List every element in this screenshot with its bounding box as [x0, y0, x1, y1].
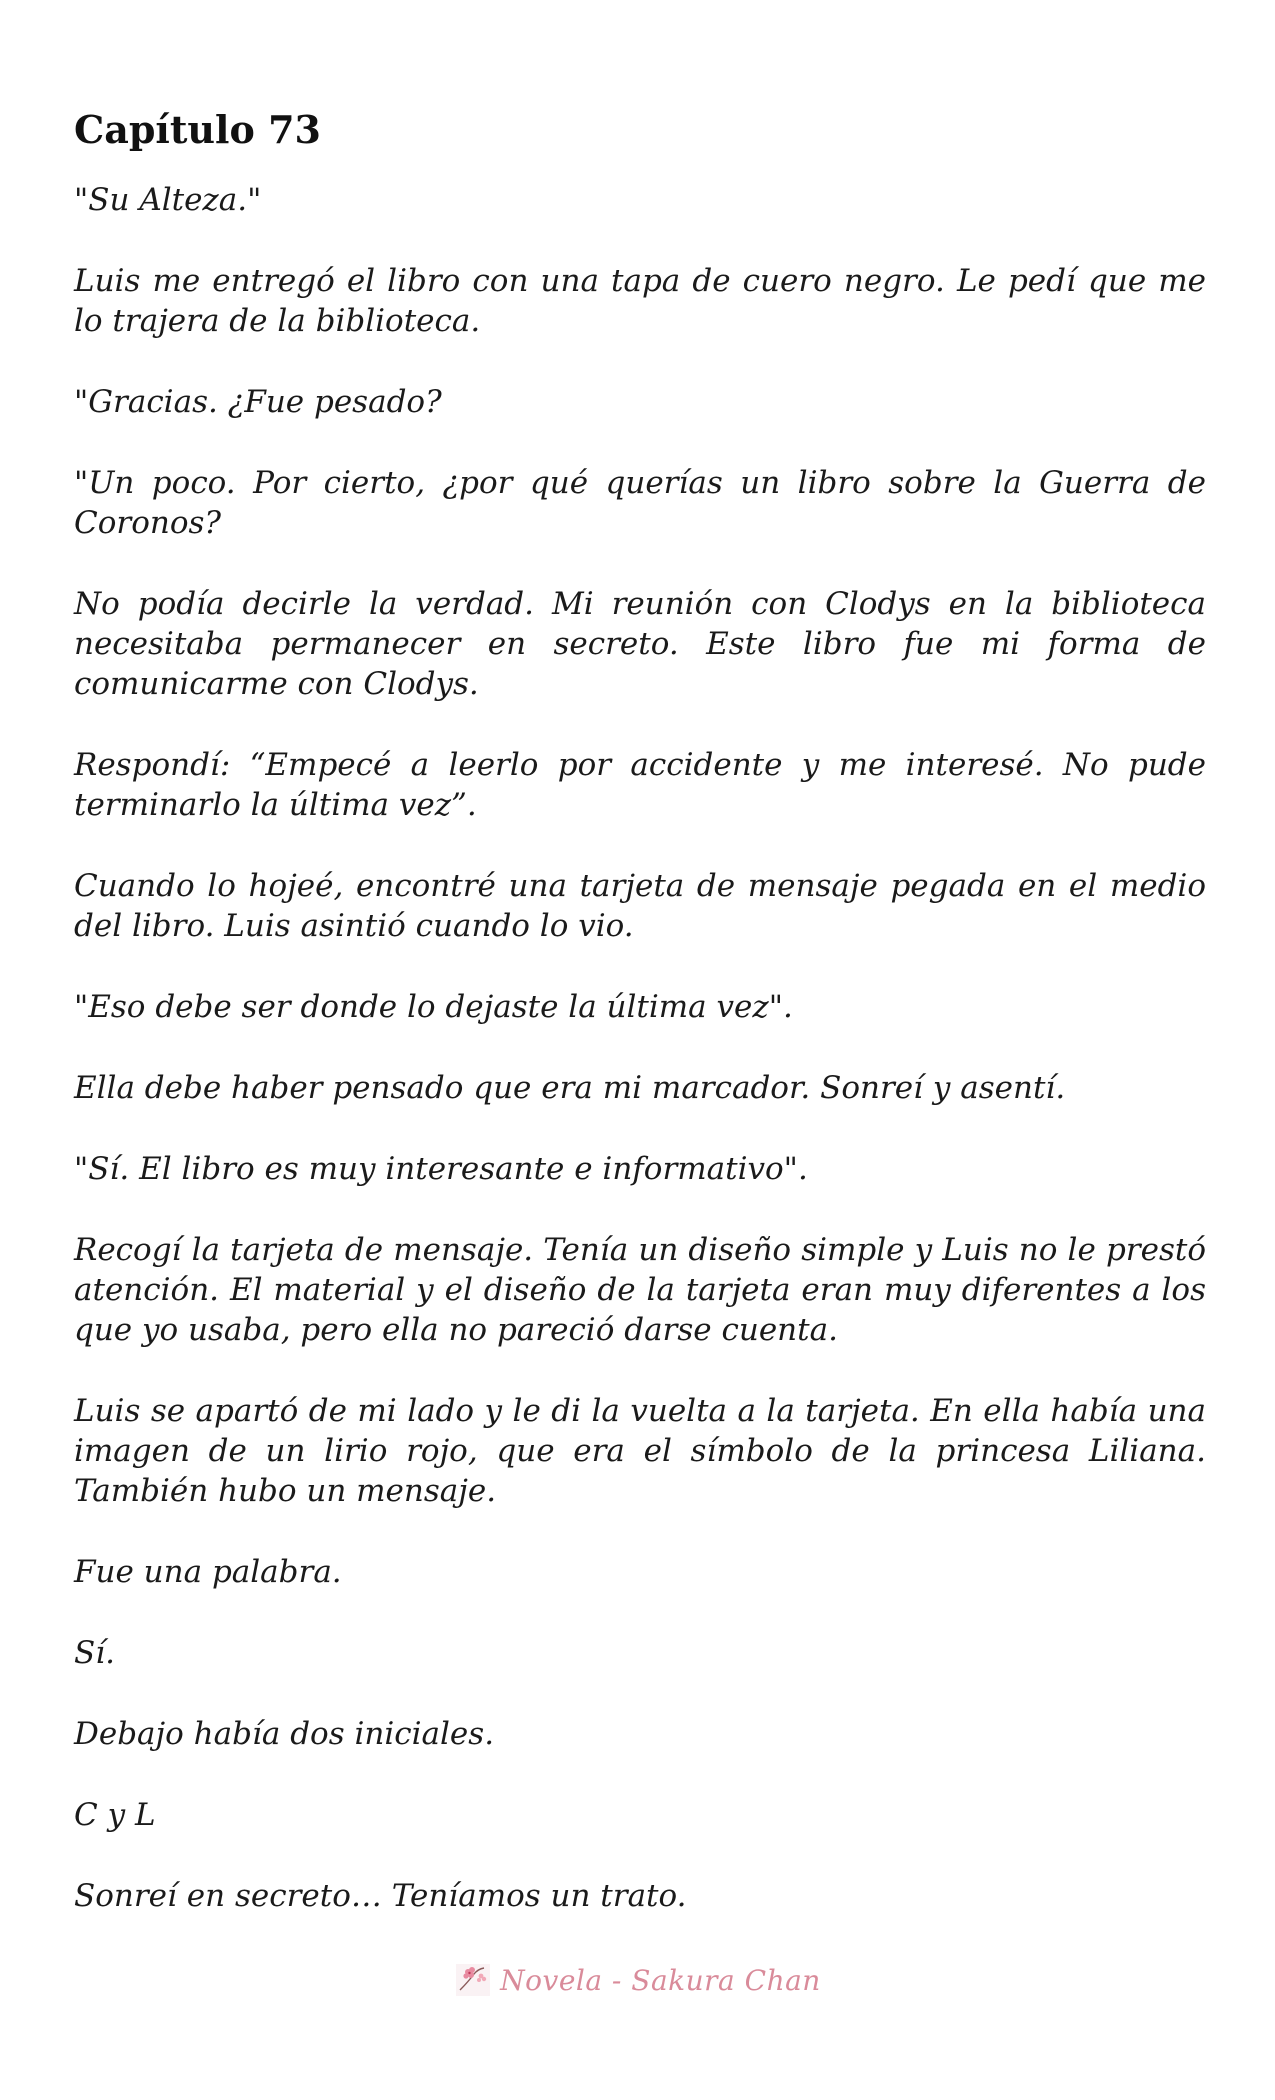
paragraph: Recogí la tarjeta de mensaje. Tenía un diseño simple y Luis no le prestó atención. El material y el diseño de la tarjeta eran muy diferentes a los que yo usaba, pero ella no pareció darse cuenta. — [74, 1232, 1206, 1348]
paragraph: No podía decirle la verdad. Mi reunión con Clodys en la biblioteca necesitaba permanecer en secreto. Este libro fue mi forma de comunicarme con Clodys. — [74, 586, 1206, 702]
paragraph: Luis me entregó el libro con una tapa de cuero negro. Le pedí que me lo trajera de la biblioteca. — [74, 263, 1206, 339]
paragraph: Cuando lo hojeé, encontré una tarjeta de mensaje pegada en el medio del libro. Luis asintió cuando lo vio. — [74, 868, 1206, 944]
paragraph: Sí. — [74, 1635, 116, 1671]
sakura-flower-icon — [454, 1960, 494, 2000]
chapter-page — [74, 100, 1206, 1957]
chapter-title: Capítulo 73 — [74, 107, 321, 152]
paragraph: "Gracias. ¿Fue pesado? — [74, 384, 442, 420]
watermark-text: Novela - Sakura Chan — [500, 1963, 821, 1997]
paragraph: Luis se apartó de mi lado y le di la vuelta a la tarjeta. En ella había una imagen de un lirio rojo, que era el símbolo de la princesa Liliana. También hubo un mensaje. — [74, 1393, 1206, 1509]
paragraph: Debajo había dos iniciales. — [74, 1716, 495, 1752]
paragraph: Sonreí en secreto… Teníamos un trato. — [74, 1878, 687, 1914]
paragraph: Fue una palabra. — [74, 1554, 342, 1590]
paragraph: "Sí. El libro es muy interesante e informativo". — [74, 1151, 808, 1187]
paragraph: C y L — [74, 1797, 156, 1833]
paragraph: Ella debe haber pensado que era mi marcador. Sonreí y asentí. — [74, 1070, 1066, 1106]
chapter-body — [74, 180, 1206, 1916]
paragraph: "Eso debe ser donde lo dejaste la última vez". — [74, 989, 793, 1025]
watermark — [0, 1960, 1275, 2000]
paragraph: Respondí: “Empecé a leerlo por accidente y me interesé. No pude terminarlo la última vez”. — [74, 747, 1206, 823]
paragraph: "Un poco. Por cierto, ¿por qué querías un libro sobre la Guerra de Coronos? — [74, 465, 1206, 541]
paragraph: "Su Alteza." — [74, 182, 262, 218]
